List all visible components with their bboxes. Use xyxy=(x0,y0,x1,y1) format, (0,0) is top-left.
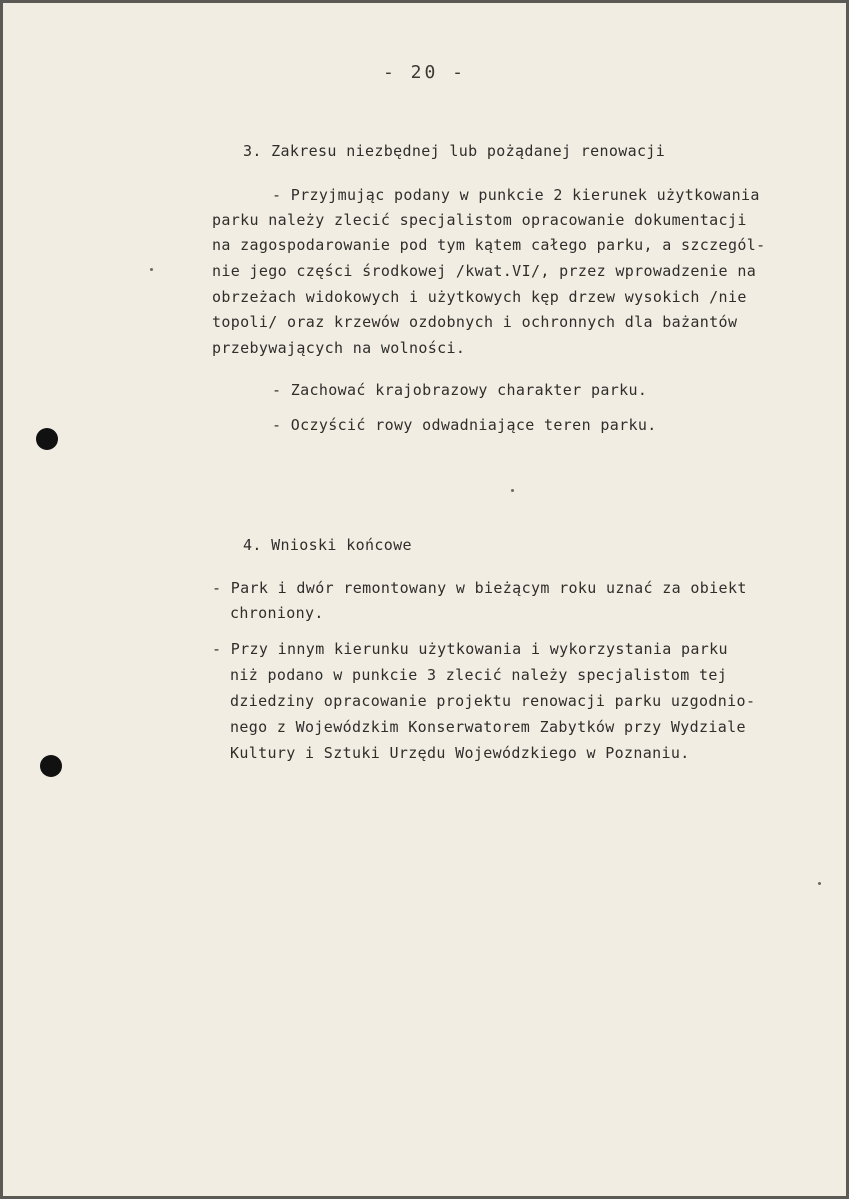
section-3-paragraph-line: na zagospodarowanie pod tym kątem całego parku, a szczegól- xyxy=(212,236,766,254)
section-3-paragraph-line: nie jego części środkowej /kwat.VI/, przez wprowadzenie na xyxy=(212,262,757,280)
section-3-heading: 3. Zakresu niezbędnej lub pożądanej renowacji xyxy=(243,142,666,160)
section-4-item-line: niż podano w punkcie 3 zlecić należy specjalistom tej xyxy=(230,666,728,684)
paper-speck xyxy=(511,489,514,492)
paper-speck xyxy=(818,882,821,885)
section-4-item-line: - Przy innym kierunku użytkowania i wykorzystania parku xyxy=(212,640,728,658)
section-4-item-line: Kultury i Sztuki Urzędu Wojewódzkiego w Poznaniu. xyxy=(230,744,690,762)
section-4-item-line: dziedziny opracowanie projektu renowacji parku uzgodnio- xyxy=(230,692,756,710)
section-4-item-line: - Park i dwór remontowany w bieżącym roku uznać za obiekt xyxy=(212,579,747,597)
section-4-item-line: chroniony. xyxy=(230,604,324,622)
section-3-paragraph-line: topoli/ oraz krzewów ozdobnych i ochronnych dla bażantów xyxy=(212,313,738,331)
punch-hole xyxy=(40,755,62,777)
section-3-paragraph-line: - Przyjmując podany w punkcie 2 kierunek użytkowania xyxy=(272,186,760,204)
section-3-item: - Oczyścić rowy odwadniające teren parku. xyxy=(272,416,657,434)
section-4-item-line: nego z Wojewódzkim Konserwatorem Zabytków przy Wydziale xyxy=(230,718,746,736)
section-4-heading: 4. Wnioski końcowe xyxy=(243,536,412,554)
punch-hole xyxy=(36,428,58,450)
section-3-paragraph-line: parku należy zlecić specjalistom opracowanie dokumentacji xyxy=(212,211,747,229)
section-3-paragraph-line: przebywających na wolności. xyxy=(212,339,466,357)
paper-speck xyxy=(150,268,153,271)
section-3-item: - Zachować krajobrazowy charakter parku. xyxy=(272,381,648,399)
page-number: - 20 - xyxy=(382,62,467,83)
section-3-paragraph-line: obrzeżach widokowych i użytkowych kęp drzew wysokich /nie xyxy=(212,288,747,306)
